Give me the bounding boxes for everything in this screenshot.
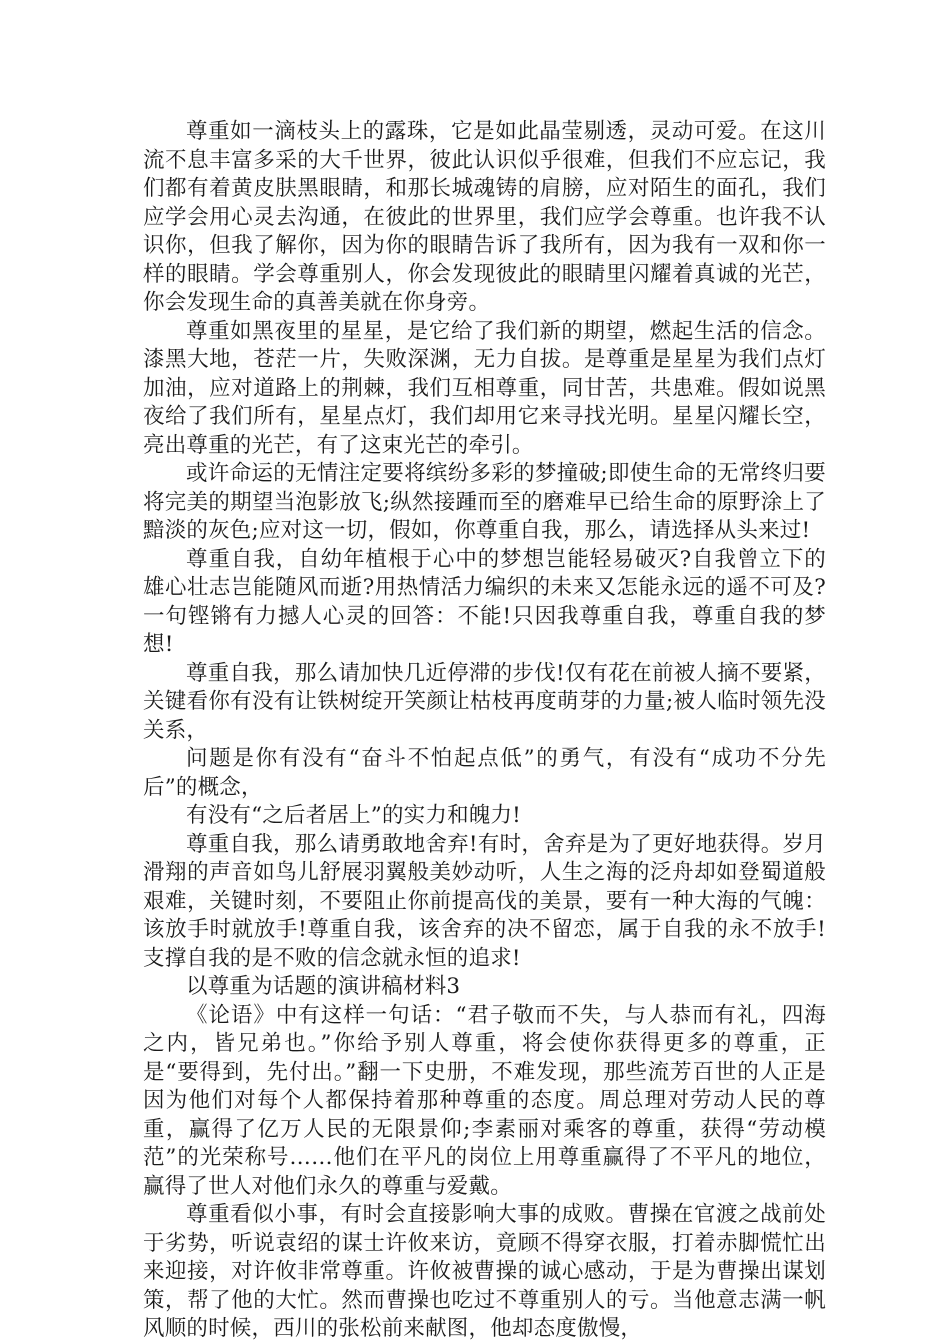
paragraph-respect-self-dream: 尊重自我，自幼年植根于心中的梦想岂能轻易破灭?自我曾立下的雄心壮志岂能随风而逝?用热情活力编织的未来又怎能永远的遥不可及?一句铿锵有力撼人心灵的回答：不能!只因我尊重自我，尊重自我的梦想!: [143, 546, 826, 657]
section-heading: 以尊重为话题的演讲稿材料3: [186, 974, 461, 999]
paragraph-question-courage: 问题是你有没有“奋斗不怕起点低”的勇气，有没有“成功不分先后”的概念，: [143, 746, 826, 800]
paragraph-analects: 《论语》中有这样一句话：“君子敬而不失，与人恭而有礼，四海之内，皆兄弟也。”你给予别人尊重，将会使你获得更多的尊重，正是“要得到，先付出。”翻一下史册，不难发现，那些流芳百世的人正是因为他们对每个人都保持着那种尊重的态度。周总理对劳动人民的尊重，赢得了亿万人民的无限景仰;李素丽对乘客的尊重，获得“劳动模范”的光荣称号……他们在平凡的岗位上用尊重赢得了不平凡的地位，赢得了世人对他们永久的尊重与爱戴。: [143, 1002, 826, 1199]
paragraph-stars: 尊重如黑夜里的星星，是它给了我们新的期望，燃起生活的信念。漆黑大地，苍茫一片，失败深渊，无力自拔。是尊重是星星为我们点灯加油，应对道路上的荆棘，我们互相尊重，同甘苦，共患难。假如说黑夜给了我们所有，星星点灯，我们却用它来寻找光明。星星闪耀长空，亮出尊重的光芒，有了这束光芒的牵引。: [143, 318, 826, 458]
paragraph-fate: 或许命运的无情注定要将缤纷多彩的梦撞破;即使生命的无常终归要将完美的期望当泡影放飞;纵然接踵而至的磨难早已给生命的原野涂上了黯淡的灰色;应对这一切，假如，你尊重自我，那么，请选择从头来过!: [143, 461, 826, 543]
paragraph-cao-cao: 尊重看似小事，有时会直接影响大事的成败。曹操在官渡之战前处于劣势，听说袁绍的谋士许攸来访，竟顾不得穿衣服，打着赤脚慌忙出来迎接，对许攸非常尊重。许攸被曹操的诚心感动，于是为曹操出谋划策，帮了他的大忙。然而曹操也吃过不尊重别人的亏。当他意志满一帆风顺的时候，西川的张松前来献图，他却态度傲慢，: [143, 1202, 826, 1341]
paragraph-letting-go: 尊重自我，那么请勇敢地舍弃!有时，舍弃是为了更好地获得。岁月滑翔的声音如鸟儿舒展羽翼般美妙动听，人生之海的泛舟却如登蜀道般艰难，关键时刻，不要阻止你前提高伐的美景，要有一种大海的气魄：该放手时就放手!尊重自我，该舍弃的决不留恋，属于自我的永不放手!支撑自我的是不败的信念就永恒的追求!: [143, 831, 826, 971]
paragraph-dew: 尊重如一滴枝头上的露珠，它是如此晶莹剔透，灵动可爱。在这川流不息丰富多采的大千世界，彼此认识似乎很难，但我们不应忘记，我们都有着黄皮肤黑眼睛，和那长城魂铸的肩膀，应对陌生的面孔，我们应学会用心灵去沟通，在彼此的世界里，我们应学会尊重。也许我不认识你，但我了解你，因为你的眼睛告诉了我所有，因为我有一双和你一样的眼睛。学会尊重别人，你会发现彼此的眼睛里闪耀着真诚的光芒，你会发现生命的真善美就在你身旁。: [143, 119, 826, 315]
paragraph-strength: 有没有“之后者居上”的实力和魄力!: [186, 803, 522, 828]
paragraph-respect-self-pace: 尊重自我，那么请加快几近停滞的步伐!仅有花在前被人摘不要紧，关键看你有没有让铁树绽开笑颜让枯枝再度萌芽的力量;被人临时领先没关系，: [143, 660, 826, 743]
document-body: [143, 118, 826, 1344]
